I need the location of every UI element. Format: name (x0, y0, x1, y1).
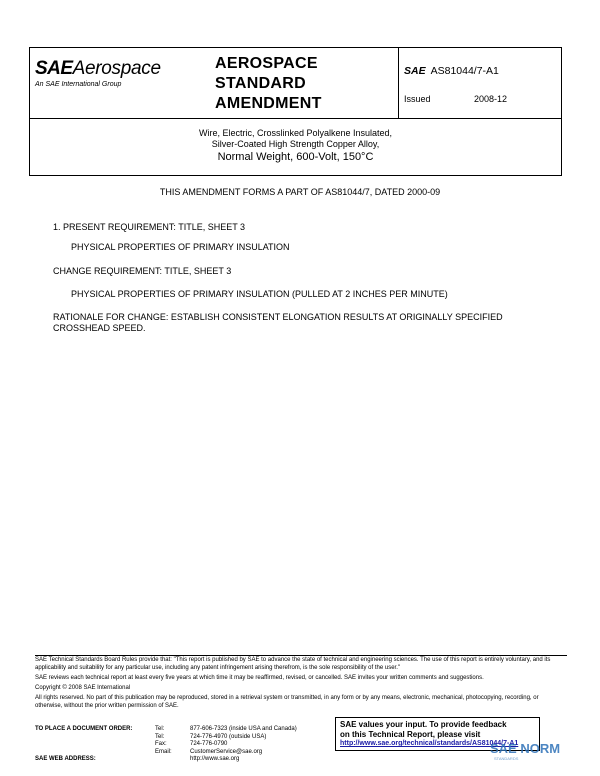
feedback-line-1: SAE values your input. To provide feedback (340, 720, 507, 729)
title-line-1: Wire, Electric, Crosslinked Polyalkene Insulated, (198, 128, 393, 138)
tel-2: 724-776-4970 (outside USA) (190, 733, 267, 740)
document-type (215, 54, 395, 116)
logo-subtitle: An SAE International Group (35, 81, 122, 88)
order-row (35, 741, 297, 749)
order-row (35, 749, 297, 757)
email-address[interactable]: CustomerService@sae.org (190, 748, 263, 755)
footer-review: SAE reviews each technical report at least every five years at which time it may be reaffirmed, revised, or cancelled. SAE invites your written comments and suggestions. (35, 675, 484, 681)
fax-label: Fax: (155, 741, 167, 748)
title-line-3: Normal Weight, 600-Volt, 150°C (217, 151, 374, 163)
web-label: SAE WEB ADDRESS: (35, 756, 96, 763)
sae-aerospace-logo (35, 58, 161, 80)
rationale-line-1: RATIONALE FOR CHANGE: ESTABLISH CONSISTENT ELONGATION RESULTS AT ORIGINALLY SPECIFIED (53, 312, 503, 322)
logo-sae: SAE (35, 58, 73, 79)
watermark-sub: STANDARDS (494, 756, 519, 761)
footer-rules: SAE Technical Standards Board Rules provide that: "This report is published by SAE to advance the state of technical and engineering sciences. The use of this report is entirely voluntary, and its applicability and suitability for any particular use, including any patent infringement arising therefrom, is the sole responsibility of the user." (35, 657, 551, 671)
doc-type-line: STANDARD (215, 75, 306, 92)
feedback-link[interactable]: http://www.sae.org/technical/standards/AS81044/7-A1 (340, 740, 519, 747)
order-row (35, 726, 297, 734)
doc-type-line: AMENDMENT (215, 95, 322, 112)
rationale-line-2: CROSSHEAD SPEED. (53, 323, 146, 333)
doc-sae-mark: SAE (404, 65, 426, 77)
order-info (35, 726, 297, 764)
present-requirement: 1. PRESENT REQUIREMENT: TITLE, SHEET 3 (53, 222, 246, 232)
order-label: TO PLACE A DOCUMENT ORDER: (35, 726, 133, 732)
watermark: SAE NORM (490, 741, 561, 756)
web-address[interactable]: http://www.sae.org (190, 756, 240, 763)
logo-cell (30, 48, 210, 118)
document-number (404, 65, 499, 77)
order-row (35, 734, 297, 742)
fax-number: 724-776-0790 (190, 741, 228, 748)
present-requirement-detail: PHYSICAL PROPERTIES OF PRIMARY INSULATION (71, 242, 290, 252)
tel-label: Tel: (155, 733, 165, 740)
footer-copyright: Copyright © 2008 SAE International (35, 685, 131, 691)
footer-rights: All rights reserved. No part of this publication may be reproduced, stored in a retrieval system or transmitted, in any form or by any means, electronic, mechanical, photocopying, recording, or otherwise, without the prior written permission of SAE. (35, 695, 539, 709)
document-title (29, 118, 562, 176)
issued-date: 2008-12 (474, 94, 508, 104)
order-row (35, 756, 297, 764)
forms-part-statement: THIS AMENDMENT FORMS A PART OF AS81044/7, DATED 2000-09 (159, 187, 441, 197)
doc-type-line: AEROSPACE (215, 55, 318, 72)
tel-1: 877-606-7323 (inside USA and Canada) (190, 726, 297, 732)
change-requirement: CHANGE REQUIREMENT: TITLE, SHEET 3 (53, 266, 232, 276)
issued-label: Issued (404, 94, 431, 104)
document-id-cell (398, 48, 562, 118)
document-header (29, 47, 562, 119)
title-line-2: Silver-Coated High Strength Copper Alloy, (211, 139, 380, 149)
tel-label: Tel: (155, 726, 165, 732)
legal-footer (35, 655, 567, 712)
change-requirement-detail: PHYSICAL PROPERTIES OF PRIMARY INSULATION (PULLED AT 2 INCHES PER MINUTE) (71, 289, 448, 299)
logo-aerospace: Aerospace (72, 58, 161, 79)
email-label: Email: (155, 748, 172, 755)
doc-number-value: AS81044/7-A1 (430, 65, 499, 77)
feedback-line-2: on this Technical Report, please visit (340, 729, 481, 739)
